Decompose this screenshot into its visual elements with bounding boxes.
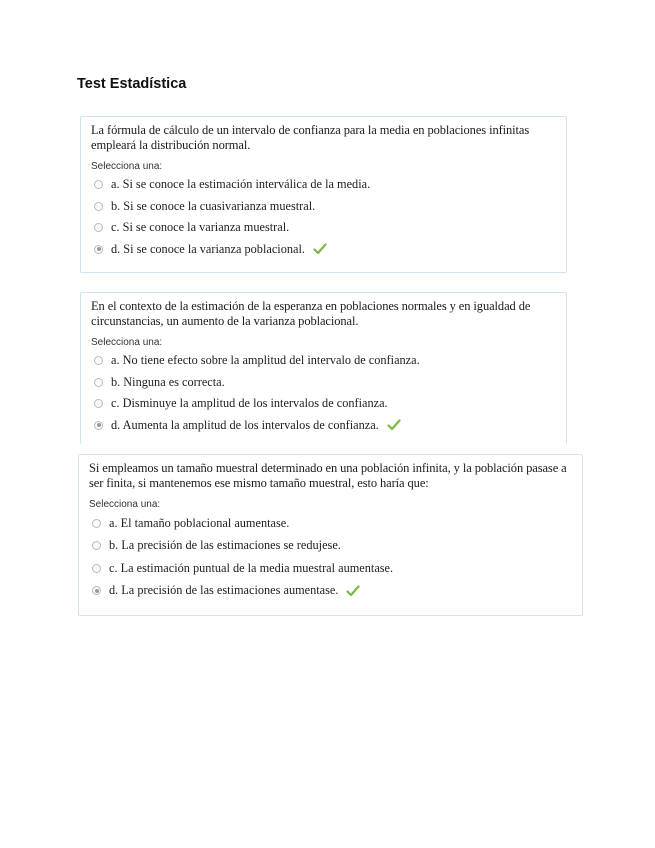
answer-option-d[interactable] [91, 415, 556, 437]
answer-label: d. Aumenta la amplitud de los intervalos de confianza. [111, 417, 379, 432]
answer-option-c[interactable] [89, 557, 572, 580]
answer-option-d[interactable] [89, 580, 572, 603]
answer-label: d. Si se conoce la varianza poblacional. [111, 241, 305, 256]
answer-list [91, 350, 556, 436]
radio-button[interactable] [94, 223, 103, 232]
answer-label: b. La precisión de las estimaciones se redujese. [109, 538, 341, 553]
question-2 [80, 292, 567, 444]
question-3 [78, 454, 583, 616]
radio-button-selected[interactable] [94, 421, 103, 430]
page-title: Test Estadística [77, 76, 187, 92]
answer-prompt: Selecciona una: [89, 499, 161, 510]
answer-label: a. Si se conoce la estimación interválica de la media. [111, 177, 371, 192]
answer-option-a[interactable] [91, 174, 556, 196]
answer-label: c. La estimación puntual de la media muestral aumentase. [109, 560, 394, 575]
answer-label: a. El tamaño poblacional aumentase. [109, 515, 290, 530]
radio-button[interactable] [94, 356, 103, 365]
answer-list [91, 174, 556, 260]
question-text: Si empleamos un tamaño muestral determinado en una población infinita, y la población pasase a ser finita, si mantenemos ese mismo tamaño muestral, esto haría que: [89, 461, 567, 490]
question-1 [80, 116, 567, 273]
answer-option-a[interactable] [89, 512, 572, 535]
answer-label: d. La precisión de las estimaciones aumentase. [109, 583, 339, 598]
answer-label: c. Si se conoce la varianza muestral. [111, 220, 290, 235]
checkmark-icon [313, 243, 327, 255]
answer-option-b[interactable] [91, 196, 556, 218]
answer-label: b. Si se conoce la cuasivarianza muestral. [111, 198, 316, 213]
checkmark-icon [387, 419, 401, 431]
question-text: En el contexto de la estimación de la esperanza en poblaciones normales y en igualdad de circunstancias, un aumento de la varianza poblacional. [91, 299, 531, 328]
radio-button-selected[interactable] [94, 245, 103, 254]
answer-option-c[interactable] [91, 393, 556, 415]
radio-button[interactable] [92, 564, 101, 573]
question-text: La fórmula de cálculo de un intervalo de confianza para la media en poblaciones infinitas empleará la distribución normal. [91, 123, 530, 152]
answer-option-b[interactable] [91, 372, 556, 394]
checkmark-icon [346, 585, 360, 597]
answer-prompt: Selecciona una: [91, 161, 163, 172]
answer-option-c[interactable] [91, 217, 556, 239]
radio-button[interactable] [92, 541, 101, 550]
answer-label: c. Disminuye la amplitud de los intervalos de confianza. [111, 396, 388, 411]
radio-button-selected[interactable] [92, 586, 101, 595]
answer-list [89, 512, 572, 602]
answer-label: b. Ninguna es correcta. [111, 374, 225, 389]
answer-option-a[interactable] [91, 350, 556, 372]
radio-button[interactable] [94, 202, 103, 211]
radio-button[interactable] [92, 519, 101, 528]
answer-option-d[interactable] [91, 239, 556, 261]
answer-label: a. No tiene efecto sobre la amplitud del intervalo de confianza. [111, 353, 420, 368]
radio-button[interactable] [94, 180, 103, 189]
answer-option-b[interactable] [89, 535, 572, 558]
radio-button[interactable] [94, 399, 103, 408]
answer-prompt: Selecciona una: [91, 337, 163, 348]
radio-button[interactable] [94, 378, 103, 387]
